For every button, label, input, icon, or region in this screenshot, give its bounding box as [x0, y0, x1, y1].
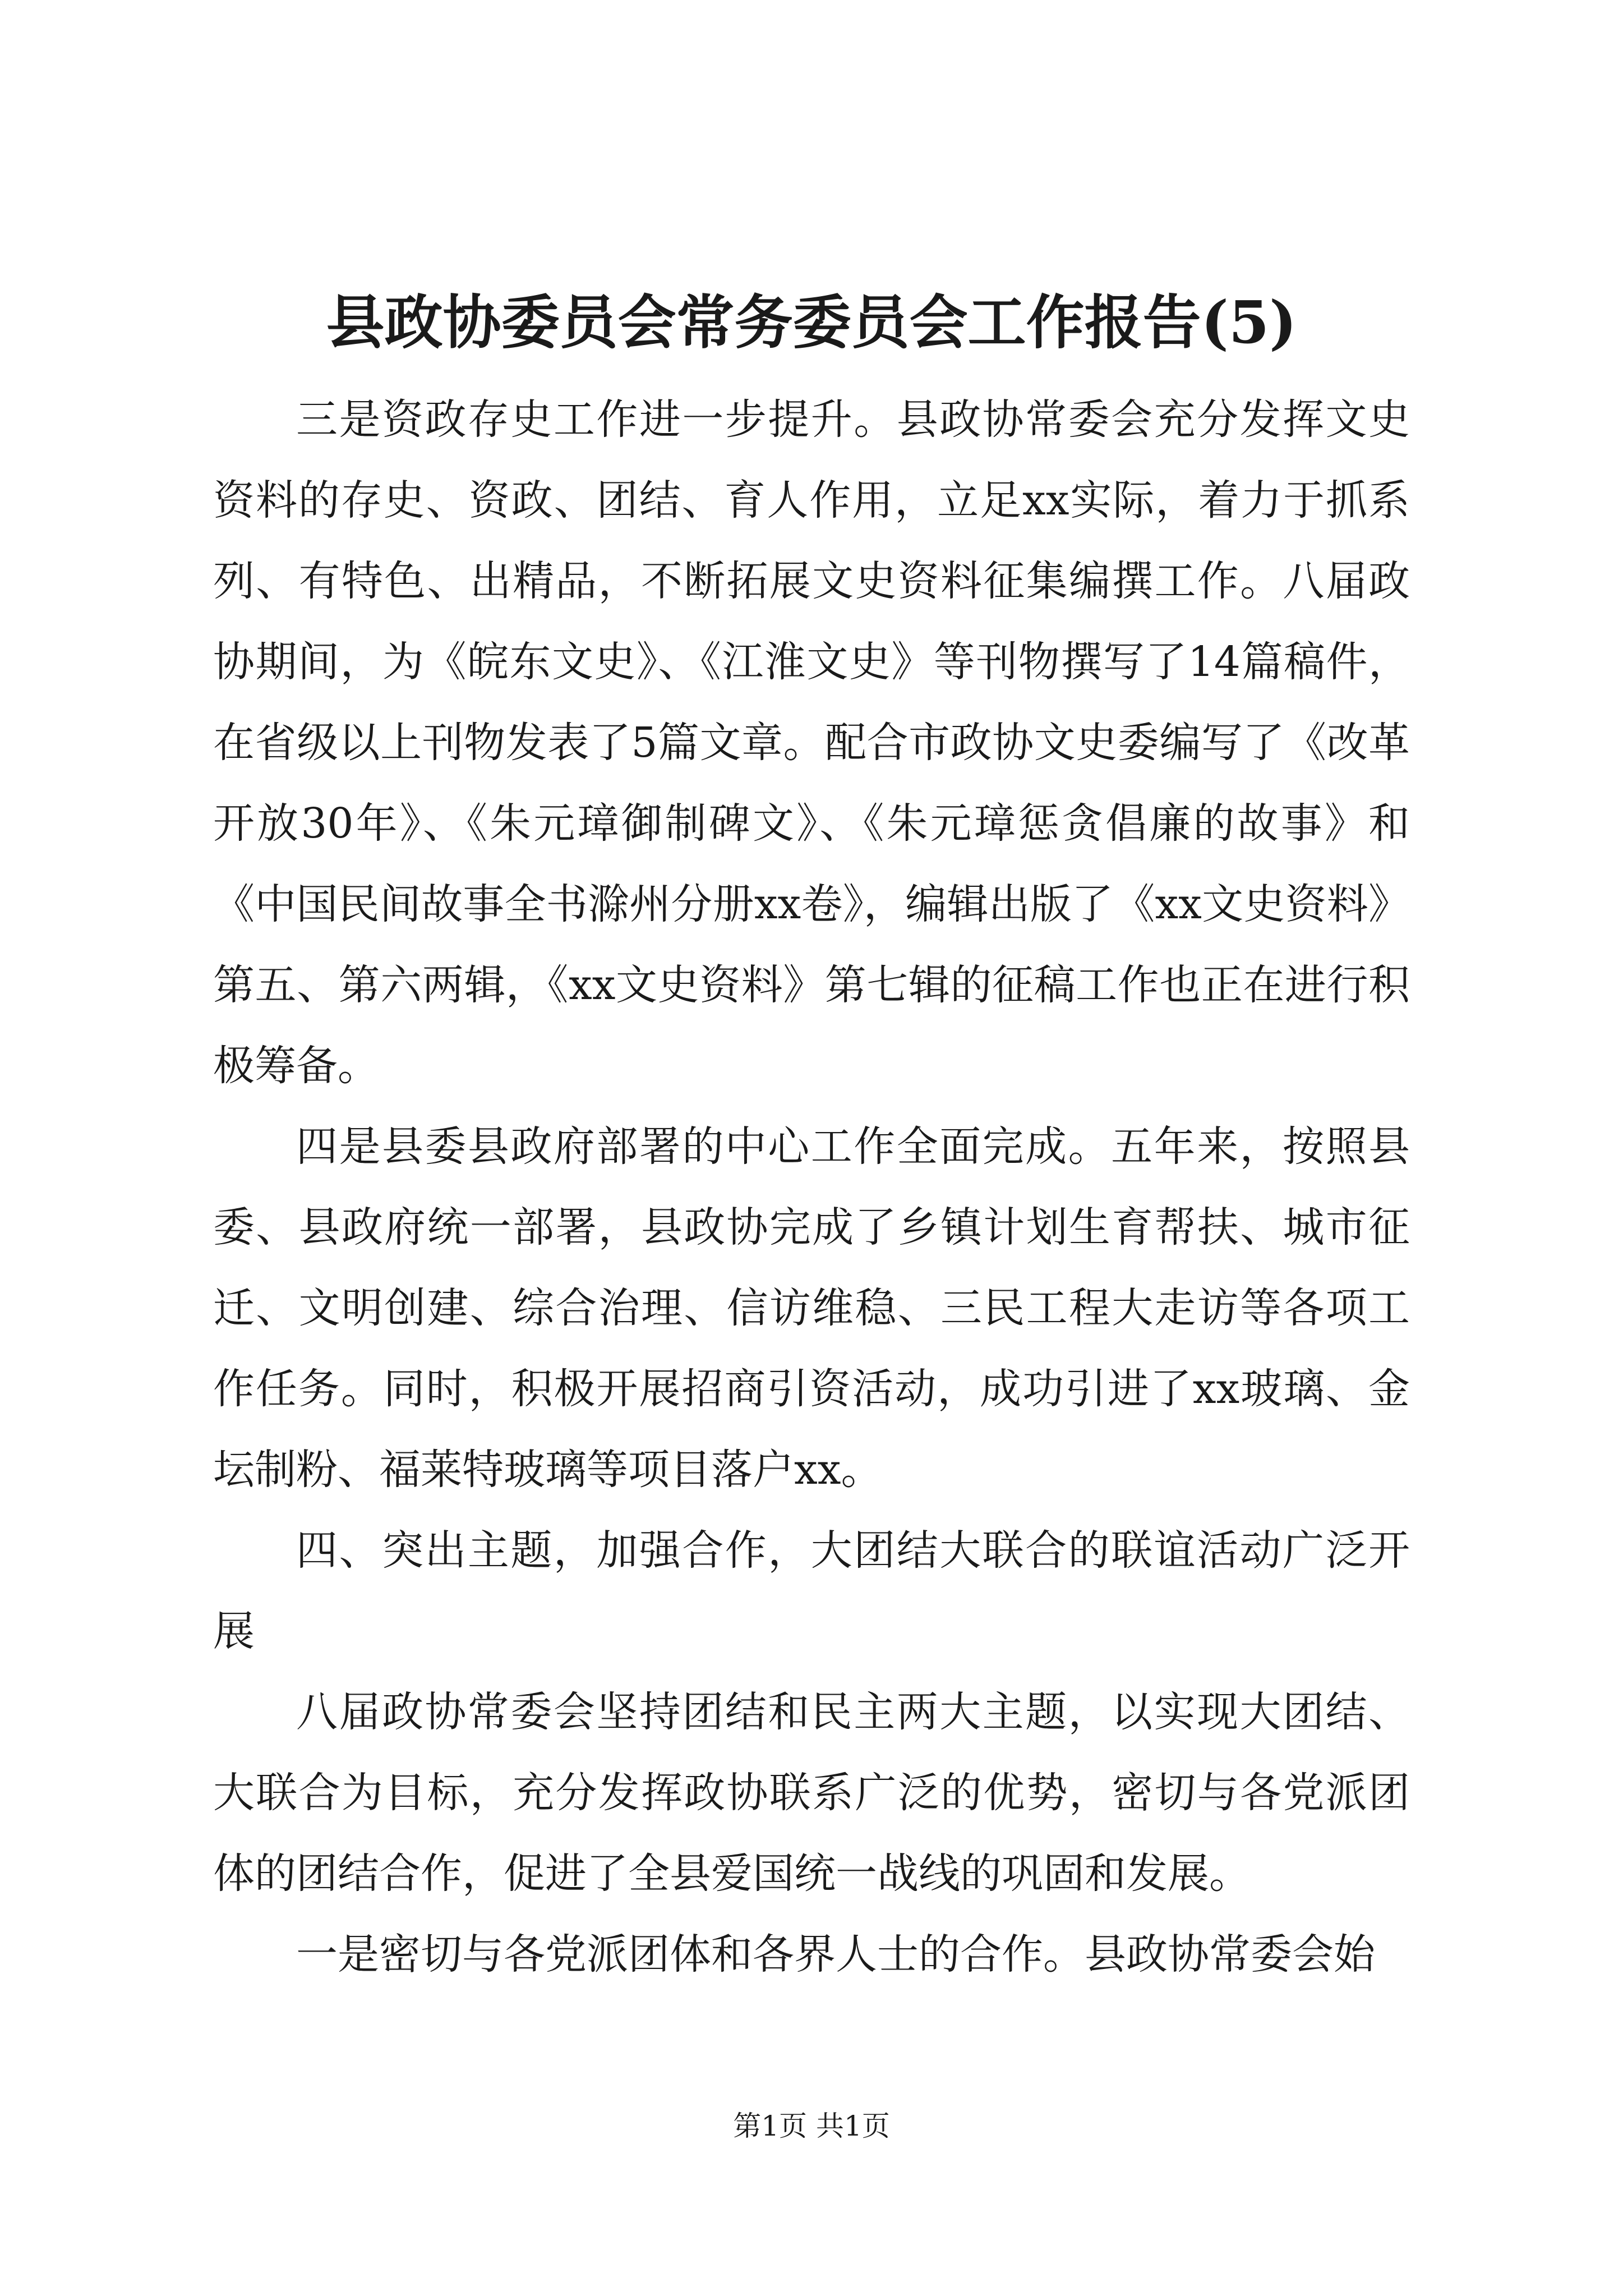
- document-body: [213, 379, 1410, 1995]
- page-footer: 第1页 共1页: [733, 2110, 890, 2142]
- paragraph-2: 四是县委县政府部署的中心工作全面完成。五年来，按照县委、县政府统一部署，县政协完成了乡镇计划生育帮扶、城市征迁、文明创建、综合治理、信访维稳、三民工程大走访等各项工作任务。同时，积极开展招商引资活动，成功引进了xx玻璃、金坛制粉、福莱特玻璃等项目落户xx。: [213, 1122, 1410, 1494]
- section-heading: 四、突出主题，加强合作，大团结大联合的联谊活动广泛开展: [213, 1526, 1410, 1655]
- paragraph-1: 三是资政存史工作进一步提升。县政协常委会充分发挥文史资料的存史、资政、团结、育人作用，立足xx实际，着力于抓系列、有特色、出精品，不断拓展文史资料征集编撰工作。八届政协期间，为《皖东文史》、《江淮文史》等刊物撰写了14篇稿件，在省级以上刊物发表了5篇文章。配合市政协文史委编写了《改革开放30年》、《朱元璋御制碑文》、《朱元璋惩贪倡廉的故事》和《中国民间故事全书滁州分册xx卷》，编辑出版了《xx文史资料》第五、第六两辑，《xx文史资料》第七辑的征稿工作也正在进行积极筹备。: [213, 395, 1410, 1090]
- paragraph-3: 八届政协常委会坚持团结和民主两大主题，以实现大团结、大联合为目标，充分发挥政协联系广泛的优势，密切与各党派团体的团结合作，促进了全县爱国统一战线的巩固和发展。: [213, 1688, 1410, 1898]
- paragraph-4: 一是密切与各党派团体和各界人士的合作。县政协常委会始: [296, 1930, 1375, 1978]
- document-title: 县政协委员会常务委员会工作报告(5): [326, 288, 1297, 357]
